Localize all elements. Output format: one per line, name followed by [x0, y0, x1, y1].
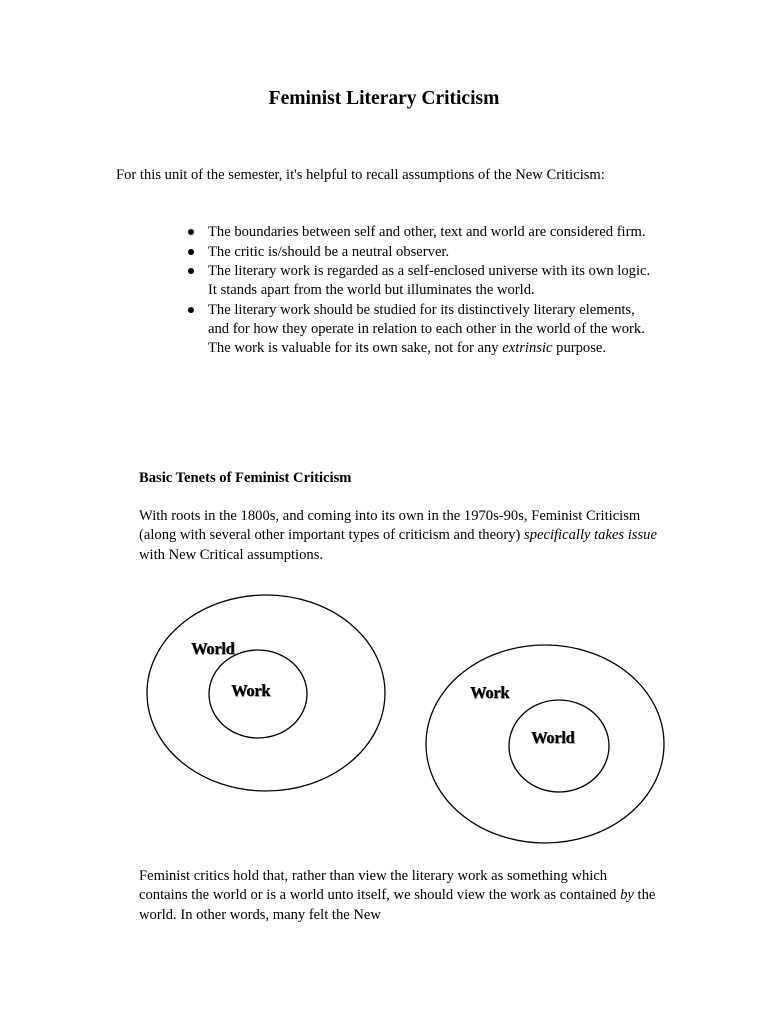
right-inner-label: World: [531, 728, 575, 747]
emphasis-text: extrinsic: [502, 340, 553, 357]
page-title: Feminist Literary Criticism: [268, 88, 500, 109]
intro-paragraph: For this unit of the semester, it's helpful to recall assumptions of the New Criticism:: [116, 167, 605, 183]
left-outer-label: World: [191, 639, 235, 658]
emphasis-text: specifically takes issue: [524, 527, 657, 544]
right-outer-label: Work: [470, 683, 510, 702]
list-item-text: The boundaries between self and other, text and world are considered firm.: [208, 224, 646, 240]
left-inner-label: Work: [231, 681, 271, 700]
section-heading: Basic Tenets of Feminist Criticism: [139, 470, 352, 486]
list-item-text: The literary work is regarded as a self-enclosed universe with its own logic. It stands apart from the world but illuminates the world.: [208, 263, 651, 299]
feminist-critics-paragraph: Feminist critics hold that, rather than view the literary work as something which contains the world or is a world unto itself, we should view the work as contained by the world. In other words, many felt the New: [139, 868, 656, 923]
list-item-text: The literary work should be studied for its distinctively literary elements, and for how they operate in relation to each other in the world of the work. The work is valuable for its own sake, not for any extrinsic purpose.: [208, 301, 645, 357]
emphasis-text: by: [620, 887, 634, 904]
tenets-paragraph: With roots in the 1800s, and coming into its own in the 1970s-90s, Feminist Criticism (along with several other important types of criticism and theory) specifically takes issue with New Critical assumptions.: [139, 508, 657, 563]
list-item-text: The critic is/should be a neutral observer.: [208, 243, 450, 260]
